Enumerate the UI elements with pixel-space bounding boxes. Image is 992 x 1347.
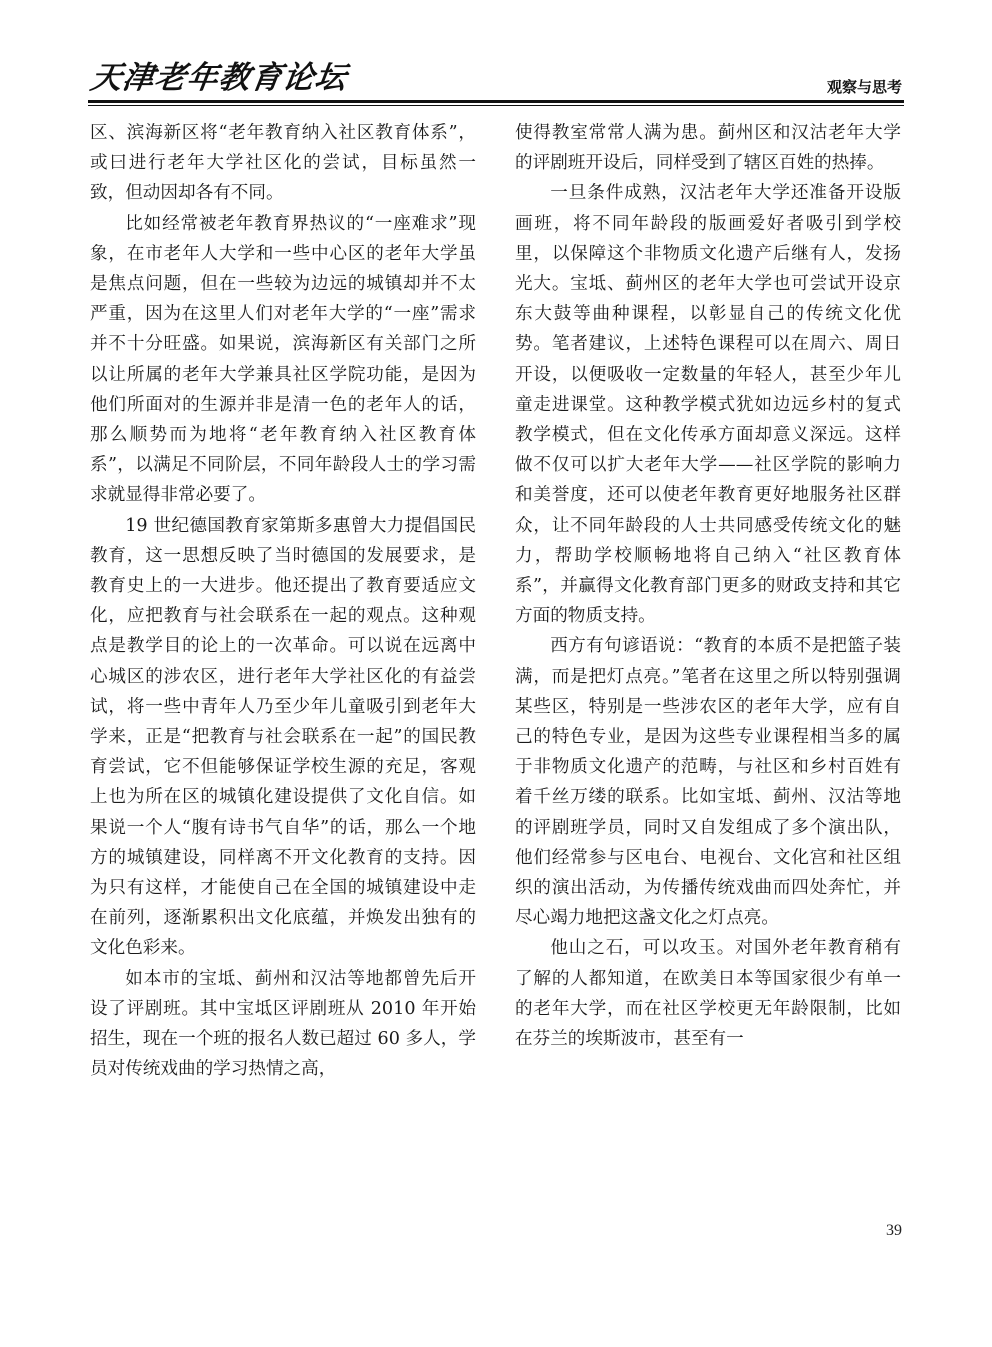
page-number: 39 (886, 1222, 902, 1239)
paragraph: 区、滨海新区将“老年教育纳入社区教育体系”，或曰进行老年大学社区化的尝试，目标虽然一致，但动因却各有不同。 (90, 123, 476, 204)
journal-logo: 天津老年教育论坛 (88, 60, 350, 96)
header-rule-thin (88, 105, 904, 106)
paragraph: 西方有句谚语说：“教育的本质不是把篮子装满，而是把灯点亮。”笔者在这里之所以特别强调某些区，特别是一些涉农区的老年大学，应有自己的特色专业，是因为这些专业课程相当多的属于非物质文化遗产的范畴，与社区和乡村百姓有着千丝万缕的联系。比如宝坻、蓟州、汉沽等地的评剧班学员，同时又自发组成了多个演出队，他们经常参与区电台、电视台、文化宫和社区组织的演出活动，为传播传统戏曲而四处奔忙，并尽心竭力地把这盏文化之灯点亮。 (515, 636, 901, 929)
header-rule-thick (88, 100, 904, 103)
section-title: 观察与思考 (826, 78, 902, 96)
paragraph: 如本市的宝坻、蓟州和汉沽等地都曾先后开设了评剧班。其中宝坻区评剧班从 2010 年开始招生，现在一个班的报名人数已超过 60 多人，学员对传统戏曲的学习热情之高， (90, 968, 476, 1080)
left-column (90, 118, 476, 1085)
paragraph: 使得教室常常人满为患。蓟州区和汉沽老年大学的评剧班开设后，同样受到了辖区百姓的热捧。 (515, 123, 901, 174)
paragraph: 比如经常被老年教育界热议的“一座难求”现象，在市老年人大学和一些中心区的老年大学虽是焦点问题，但在一些较为边远的城镇却并不太严重，因为在这里人们对老年大学的“一座”需求并不十分旺盛。如果说，滨海新区有关部门之所以让所属的老年大学兼具社区学院功能，是因为他们所面对的生源并非是清一色的老年人的话，那么顺势而为地将“老年教育纳入社区教育体系”，以满足不同阶层，不同年龄段人士的学习需求就显得非常必要了。 (90, 213, 476, 506)
paragraph: 一旦条件成熟，汉沽老年大学还准备开设版画班，将不同年龄段的版画爱好者吸引到学校里，以保障这个非物质文化遗产后继有人，发扬光大。宝坻、蓟州区的老年大学也可尝试开设京东大鼓等曲种课程，以彰显自己的传统文化优势。笔者建议，上述特色课程可以在周六、周日开设，以便吸收一定数量的年轻人，甚至少年儿童走进课堂。这种教学模式犹如边远乡村的复式教学模式，但在文化传承方面却意义深远。这样做不仅可以扩大老年大学——社区学院的影响力和美誉度，还可以使老年教育更好地服务社区群众，让不同年龄段的人士共同感受传统文化的魅力，帮助学校顺畅地将自己纳入“社区教育体系”，并赢得文化教育部门更多的财政支持和其它方面的物质支持。 (515, 183, 901, 627)
paragraph: 他山之石，可以攻玉。对国外老年教育稍有了解的人都知道，在欧美日本等国家很少有单一的老年大学，而在社区学校更无年龄限制，比如在芬兰的埃斯波市，甚至有一 (515, 938, 901, 1050)
paragraph: 19 世纪德国教育家第斯多惠曾大力提倡国民教育，这一思想反映了当时德国的发展要求，是教育史上的一大进步。他还提出了教育要适应文化，应把教育与社会联系在一起的观点。这种观点是教学目的论上的一次革命。可以说在远离中心城区的涉农区，进行老年大学社区化的有益尝试，将一些中青年人乃至少年儿童吸引到老年大学来，正是“把教育与社会联系在一起”的国民教育尝试，它不但能够保证学校生源的充足，客观上也为所在区的城镇化建设提供了文化自信。如果说一个人“腹有诗书气自华”的话，那么一个地方的城镇建设，同样离不开文化教育的支持。因为只有这样，才能使自己在全国的城镇建设中走在前列，逐渐累积出文化底蕴，并焕发出独有的文化色彩来。 (90, 515, 476, 959)
right-column (515, 118, 901, 1054)
